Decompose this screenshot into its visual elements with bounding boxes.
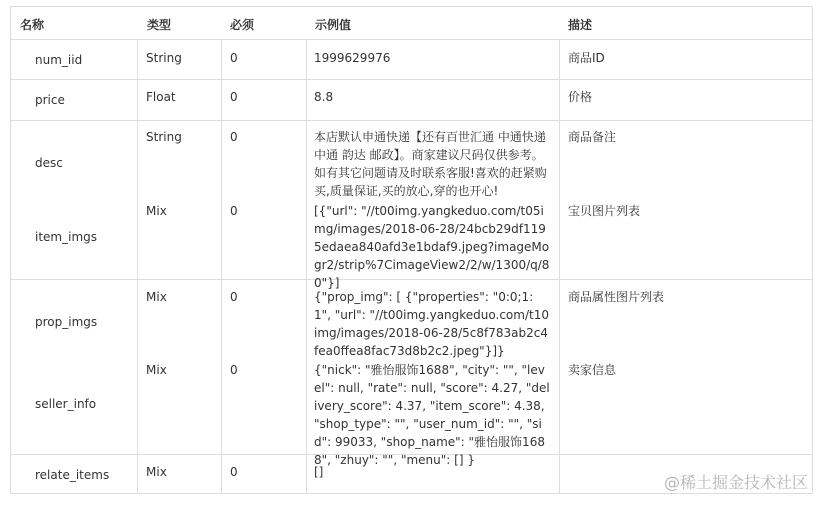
col-divider — [221, 7, 222, 493]
field-name: desc — [35, 156, 63, 170]
field-required: 0 — [230, 90, 238, 104]
field-name: prop_imgs — [35, 315, 98, 329]
field-type: Mix — [146, 363, 167, 377]
field-required: 0 — [230, 130, 238, 144]
row-divider — [11, 120, 812, 121]
field-required: 0 — [230, 204, 238, 218]
header-name: 名称 — [20, 18, 45, 32]
field-description: 商品属性图片列表 — [568, 290, 665, 304]
field-description: 价格 — [568, 90, 593, 104]
field-name: price — [35, 93, 65, 107]
row-divider — [11, 79, 812, 80]
field-type: Mix — [146, 465, 167, 479]
field-description: 商品ID — [568, 51, 605, 65]
col-divider — [137, 7, 138, 493]
header-description: 描述 — [568, 18, 593, 32]
field-description: 宝贝图片列表 — [568, 204, 641, 218]
field-example: [] — [314, 465, 324, 479]
field-example: 8.8 — [314, 90, 334, 104]
col-divider — [306, 7, 307, 493]
field-description: 商品备注 — [568, 130, 617, 144]
watermark-text: @稀土掘金技术社区 — [663, 473, 808, 492]
field-example: {"prop_img": [ {"properties": "0:0;1:1", "url": "//t00img.yangkeduo.com/t10img/images/2018-06-28/5c8f783ab2c4fea0ffea8fac73d8b2c2.jpeg"}]} — [314, 290, 549, 358]
col-divider — [559, 7, 560, 493]
header-example: 示例值 — [315, 18, 352, 32]
field-name: item_imgs — [35, 230, 98, 244]
row-divider — [11, 39, 812, 40]
field-example: 本店默认申通快递【还有百世汇通 中通快递 中通 韵达 邮政】。商家建议尺码仅供参考。如有其它问题请及时联系客服!喜欢的赶紧购买,质量保证,买的放心,穿的也开心! — [314, 130, 547, 198]
field-name: num_iid — [35, 53, 83, 67]
field-example: [{"url": "//t00img.yangkeduo.com/t05img/images/2018-06-28/24bcb29df1195edaea840afd3e1bdaf9.jpeg?imageMogr2/strip%7CimageView2/2/w/1300/q/80"}] — [314, 204, 550, 290]
field-type: Float — [146, 90, 176, 104]
field-name: seller_info — [35, 397, 97, 411]
field-required: 0 — [230, 290, 238, 304]
data-table — [10, 6, 813, 494]
field-example: 1999629976 — [314, 51, 391, 65]
field-example: {"nick": "雅怡服饰1688", "city": "", "level": null, "rate": null, "score": 4.27, "delivery_score": 4.37, "item_score": 4.38, "shop_type": "", "user_num_id": "", "sid": 99033, "shop_name": "雅怡服饰1688", "zhuy": "", "menu": [] } — [314, 363, 550, 467]
field-type: String — [146, 51, 182, 65]
field-type: Mix — [146, 290, 167, 304]
header-required: 必须 — [230, 18, 255, 32]
field-type: String — [146, 130, 182, 144]
field-description: 卖家信息 — [568, 363, 617, 377]
field-name: relate_items — [35, 468, 110, 482]
field-required: 0 — [230, 51, 238, 65]
field-required: 0 — [230, 465, 238, 479]
field-required: 0 — [230, 363, 238, 377]
field-type: Mix — [146, 204, 167, 218]
table-header — [11, 7, 812, 39]
header-type: 类型 — [147, 18, 172, 32]
